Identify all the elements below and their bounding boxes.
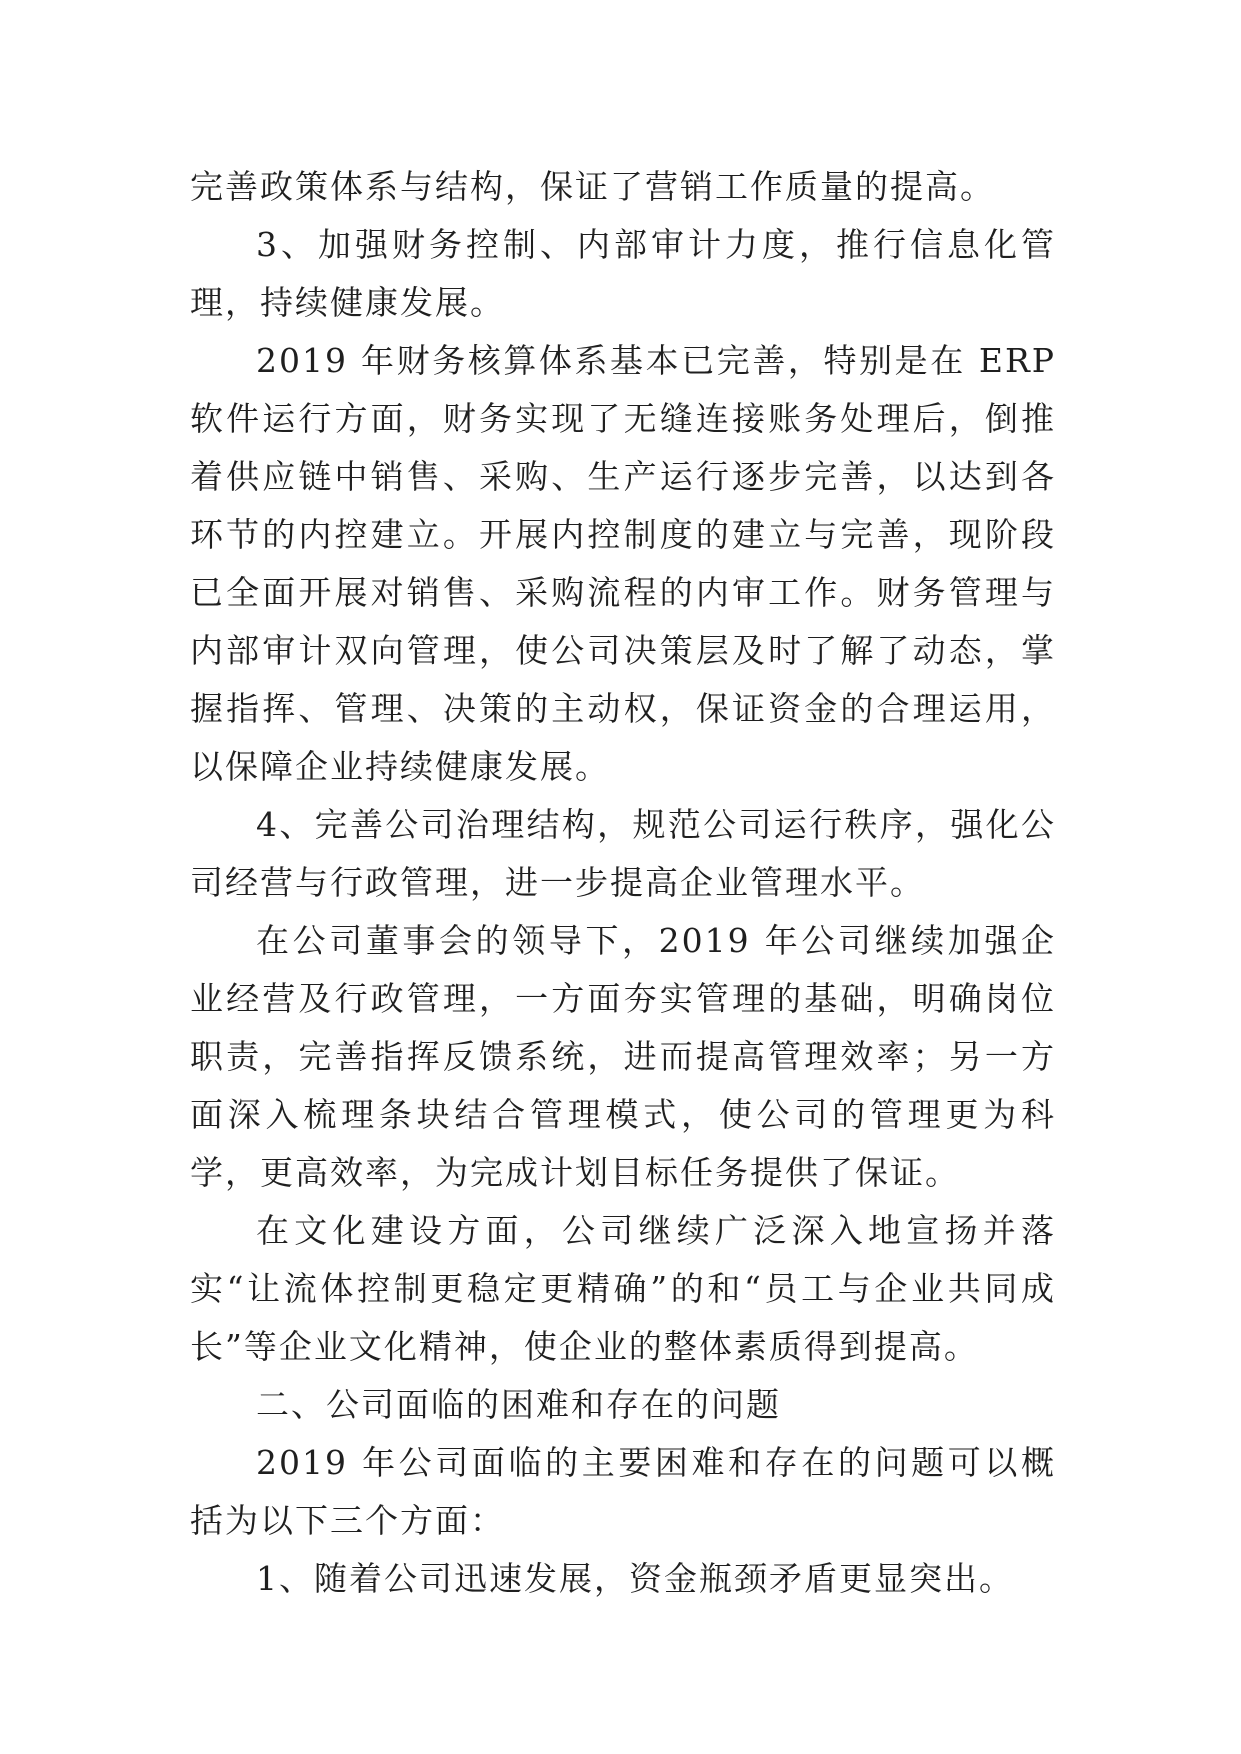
paragraph-2: 3、加强财务控制、内部审计力度，推行信息化管理，持续健康发展。 xyxy=(190,225,1056,322)
paragraph-6: 在文化建设方面，公司继续广泛深入地宣扬并落实“让流体控制更稳定更精确”的和“员工与企业共同成长”等企业文化精神，使企业的整体素质得到提高。 xyxy=(190,1211,1056,1366)
section-heading: 二、公司面临的困难和存在的问题 xyxy=(256,1385,781,1424)
paragraph-7: 2019 年公司面临的主要困难和存在的问题可以概括为以下三个方面： xyxy=(190,1443,1056,1540)
paragraph-1: 完善政策体系与结构，保证了营销工作质量的提高。 xyxy=(190,167,995,206)
document-body xyxy=(190,158,1056,1608)
paragraph-3: 2019 年财务核算体系基本已完善，特别是在 ERP 软件运行方面，财务实现了无缝连接账务处理后，倒推着供应链中销售、采购、生产运行逐步完善，以达到各环节的内控建立。开展内控制度的建立与完善，现阶段已全面开展对销售、采购流程的内审工作。财务管理与内部审计双向管理，使公司决策层及时了解了动态，掌握指挥、管理、决策的主动权，保证资金的合理运用，以保障企业持续健康发展。 xyxy=(190,341,1056,786)
paragraph-8: 1、随着公司迅速发展，资金瓶颈矛盾更显突出。 xyxy=(256,1559,1014,1598)
paragraph-5: 在公司董事会的领导下，2019 年公司继续加强企业经营及行政管理，一方面夯实管理的基础，明确岗位职责，完善指挥反馈系统，进而提高管理效率；另一方面深入梳理条块结合管理模式，使公司的管理更为科学，更高效率，为完成计划目标任务提供了保证。 xyxy=(190,921,1056,1192)
paragraph-4: 4、完善公司治理结构，规范公司运行秩序，强化公司经营与行政管理，进一步提高企业管理水平。 xyxy=(190,805,1056,902)
